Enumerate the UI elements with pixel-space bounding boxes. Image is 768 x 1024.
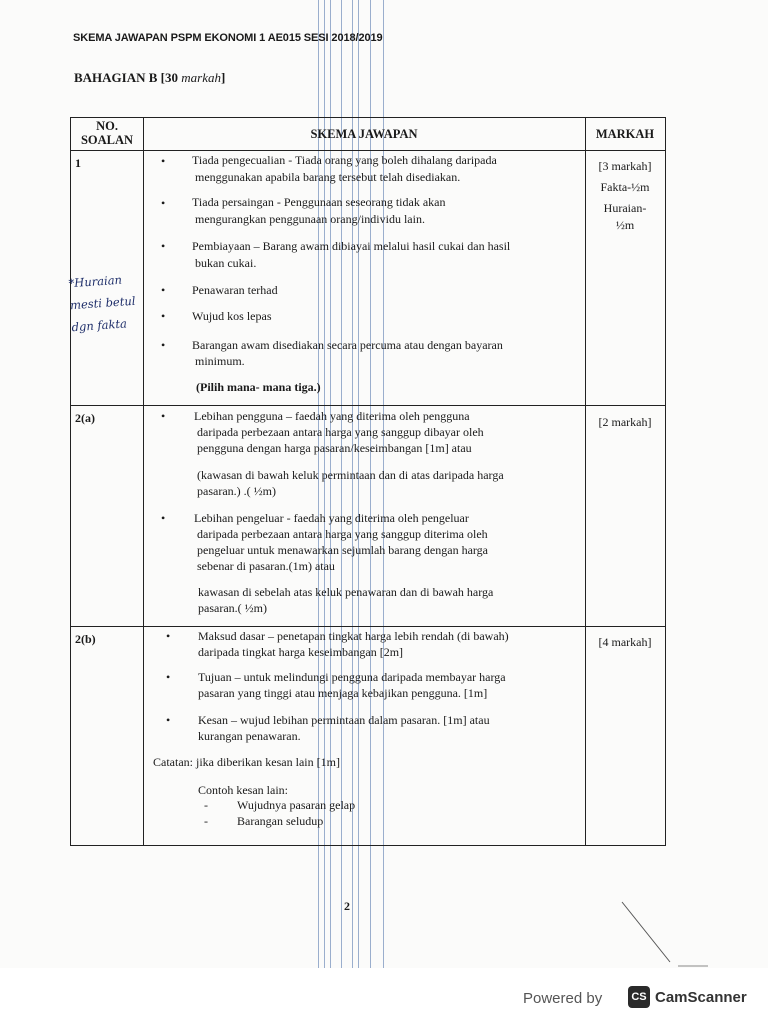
bullet: • xyxy=(161,154,166,168)
answer-line: bukan cukai. xyxy=(195,256,257,270)
bullet: - xyxy=(204,814,208,828)
answer-line: kurangan penawaran. xyxy=(198,729,301,743)
answer-note: Catatan: jika diberikan kesan lain [1m] xyxy=(153,755,340,769)
section-title: BAHAGIAN B [30 markah] xyxy=(74,70,226,85)
question-number: 2(a) xyxy=(75,411,95,425)
answer-line: Tiada pengecualian - Tiada orang yang boleh dihalang daripada xyxy=(192,153,497,167)
answer-line: daripada tingkat harga keseimbangan [2m] xyxy=(198,645,404,659)
header-question-no: NO. SOALAN xyxy=(80,119,134,147)
answer-note: (Pilih mana- mana tiga.) xyxy=(196,380,321,394)
handwritten-note: *Huraian mesti betul dgn fakta xyxy=(68,272,136,335)
table-divider xyxy=(71,150,665,151)
camscanner-brand: CamScanner xyxy=(655,989,747,1006)
answer-line: kawasan di sebelah atas keluk penawaran dan di bawah harga xyxy=(198,585,494,599)
answer-line: sebenar di pasaran.(1m) atau xyxy=(197,559,335,573)
answer-line: Lebihan pengeluar - faedah yang diterima oleh pengeluar xyxy=(194,511,469,525)
answer-line: Tujuan – untuk melindungi pengguna daripada membayar harga xyxy=(198,670,506,684)
answer-line: pasaran yang tinggi atau menjaga kebajikan pengguna. [1m] xyxy=(198,686,488,700)
table-divider xyxy=(143,118,144,845)
answer-scheme-table xyxy=(70,117,666,846)
bullet: • xyxy=(166,670,171,684)
bullet: • xyxy=(161,338,166,352)
answer-line: Tiada persaingan - Penggunaan seseorang tidak akan xyxy=(192,195,446,209)
answer-line: daripada perbezaan antara harga yang sanggup diterima oleh xyxy=(197,527,488,541)
answer-line: Barangan awam disediakan secara percuma atau dengan bayaran xyxy=(192,338,503,352)
answer-line: Kesan – wujud lebihan permintaan dalam pasaran. [1m] atau xyxy=(198,713,490,727)
bullet: • xyxy=(161,283,166,297)
answer-line: pasaran.) .( ½m) xyxy=(197,484,276,498)
answer-line: daripada perbezaan antara harga yang sanggup dibayar oleh xyxy=(197,425,484,439)
powered-by-text: Powered by xyxy=(523,990,603,1007)
bullet: • xyxy=(161,409,166,423)
answer-line: Maksud dasar – penetapan tingkat harga lebih rendah (di bawah) xyxy=(198,629,509,643)
scan-corner-mark xyxy=(620,900,710,970)
page-number: 2 xyxy=(344,899,350,913)
bullet: • xyxy=(166,629,171,643)
answer-line: Wujud kos lepas xyxy=(192,309,272,323)
camscanner-logo-icon: CS xyxy=(628,986,650,1008)
answer-line: pasaran.( ½m) xyxy=(198,601,267,615)
answer-line: minimum. xyxy=(195,354,245,368)
answer-line: mengurangkan penggunaan orang/individu lain. xyxy=(195,212,425,226)
bullet: • xyxy=(161,239,166,253)
answer-line: pengguna dengan harga pasaran/keseimbangan [1m] atau xyxy=(197,441,472,455)
answer-line: Barangan seludup xyxy=(237,814,324,828)
bullet: • xyxy=(161,309,166,323)
answer-line: Penawaran terhad xyxy=(192,283,278,297)
document-header: SKEMA JAWAPAN PSPM EKONOMI 1 AE015 SESI 2018/2019 xyxy=(73,32,383,44)
table-divider xyxy=(71,626,665,627)
bullet: • xyxy=(161,196,166,210)
answer-line: Lebihan pengguna – faedah yang diterima oleh pengguna xyxy=(194,409,470,423)
table-divider xyxy=(71,405,665,406)
answer-line: Wujudnya pasaran gelap xyxy=(237,798,356,812)
camscanner-footer xyxy=(0,968,768,1024)
bullet: - xyxy=(204,798,208,812)
answer-line: Contoh kesan lain: xyxy=(198,783,288,797)
answer-line: (kawasan di bawah keluk permintaan dan di atas daripada harga xyxy=(197,468,504,482)
bullet: • xyxy=(166,713,171,727)
header-marks: MARKAH xyxy=(595,127,655,141)
answer-line: pengeluar untuk menawarkan sejumlah barang dengan harga xyxy=(197,543,488,557)
answer-line: menggunakan apabila barang tersebut telah disediakan. xyxy=(195,170,461,184)
question-number: 1 xyxy=(75,156,81,170)
marks-cell: [2 markah] xyxy=(598,415,652,429)
header-answer-scheme: SKEMA JAWAPAN xyxy=(310,127,418,141)
bullet: • xyxy=(161,511,166,525)
question-number: 2(b) xyxy=(75,632,96,646)
marks-cell: [4 markah] xyxy=(598,635,652,649)
answer-line: Pembiayaan – Barang awam dibiayai melalui hasil cukai dan hasil xyxy=(192,239,511,253)
marks-cell: [3 markah] Fakta-½m Huraian- ½m xyxy=(598,159,652,232)
